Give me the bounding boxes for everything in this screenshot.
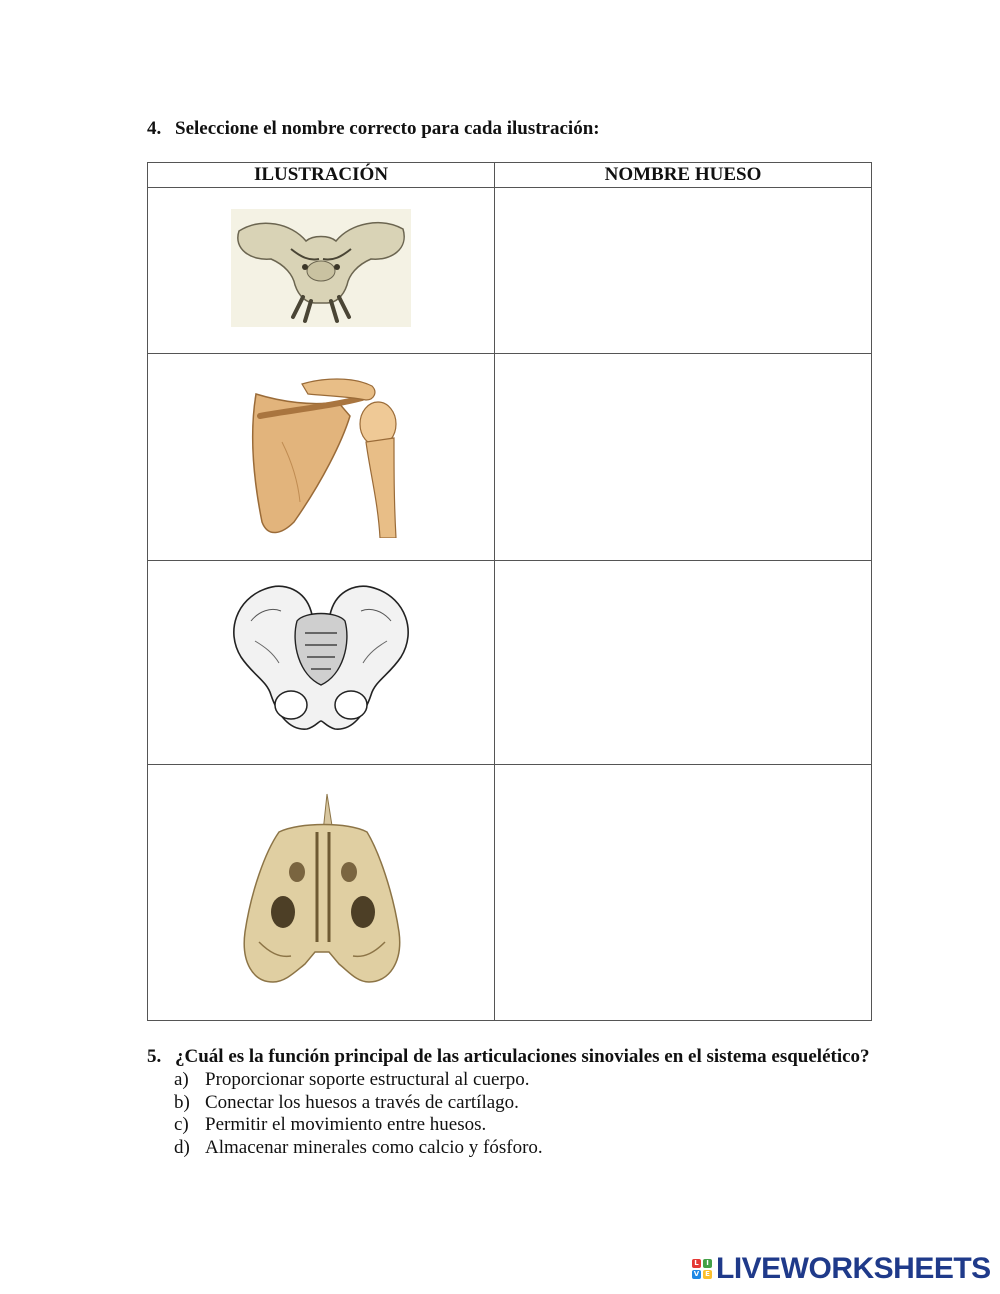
option-a[interactable] (174, 1069, 543, 1092)
logo-tile: E (703, 1270, 712, 1279)
table-row (148, 765, 872, 1021)
sphenoid-bone-illustration (231, 209, 411, 327)
logo-tile: V (693, 1270, 700, 1278)
answer-cell[interactable] (495, 188, 872, 354)
question-5-number: 5. (147, 1046, 162, 1067)
question-4-title (147, 118, 600, 140)
option-letter: d) (174, 1136, 190, 1158)
pelvis-illustration (225, 581, 417, 739)
table-row (148, 188, 872, 354)
illustration-cell (148, 765, 495, 1021)
table-header-row (148, 163, 872, 188)
option-letter: b) (174, 1091, 190, 1113)
option-c[interactable] (174, 1114, 543, 1137)
logo-tile: I (703, 1259, 712, 1268)
option-b[interactable] (174, 1092, 543, 1115)
option-text: Permitir el movimiento entre huesos. (205, 1114, 487, 1135)
logo-tile: L (692, 1259, 701, 1268)
table-row (148, 561, 872, 765)
question-5-text: ¿Cuál es la función principal de las articulaciones sinoviales en el sistema esquelético? (175, 1046, 870, 1067)
ethmoid-bone-illustration (239, 792, 403, 988)
answer-cell[interactable] (495, 354, 872, 561)
option-letter: a) (174, 1069, 189, 1090)
liveworksheets-logo (692, 1252, 991, 1286)
scapula-shoulder-illustration (242, 372, 400, 538)
option-letter: c) (174, 1114, 189, 1135)
question-5-options (174, 1069, 543, 1159)
option-text: Almacenar minerales como calcio y fósforo. (205, 1136, 543, 1158)
illustration-cell (148, 561, 495, 765)
question-4-text: Seleccione el nombre correcto para cada ilustración: (175, 118, 600, 139)
question-4-number: 4. (147, 118, 162, 139)
table-row (148, 354, 872, 561)
answer-cell[interactable] (495, 561, 872, 765)
brand-name: LIVEWORKSHEETS (716, 1252, 991, 1285)
logo-grid-icon (692, 1259, 712, 1279)
answer-cell[interactable] (495, 765, 872, 1021)
illustration-cell (148, 188, 495, 354)
illustration-cell (148, 354, 495, 561)
option-d[interactable] (174, 1137, 543, 1160)
header-illustration: ILUSTRACIÓN (148, 163, 495, 188)
question-5-title (147, 1046, 870, 1068)
bone-matching-table (147, 162, 872, 1021)
option-text: Conectar los huesos a través de cartílago. (205, 1091, 519, 1113)
option-text: Proporcionar soporte estructural al cuerpo. (205, 1069, 530, 1090)
header-bone-name: NOMBRE HUESO (495, 163, 872, 188)
